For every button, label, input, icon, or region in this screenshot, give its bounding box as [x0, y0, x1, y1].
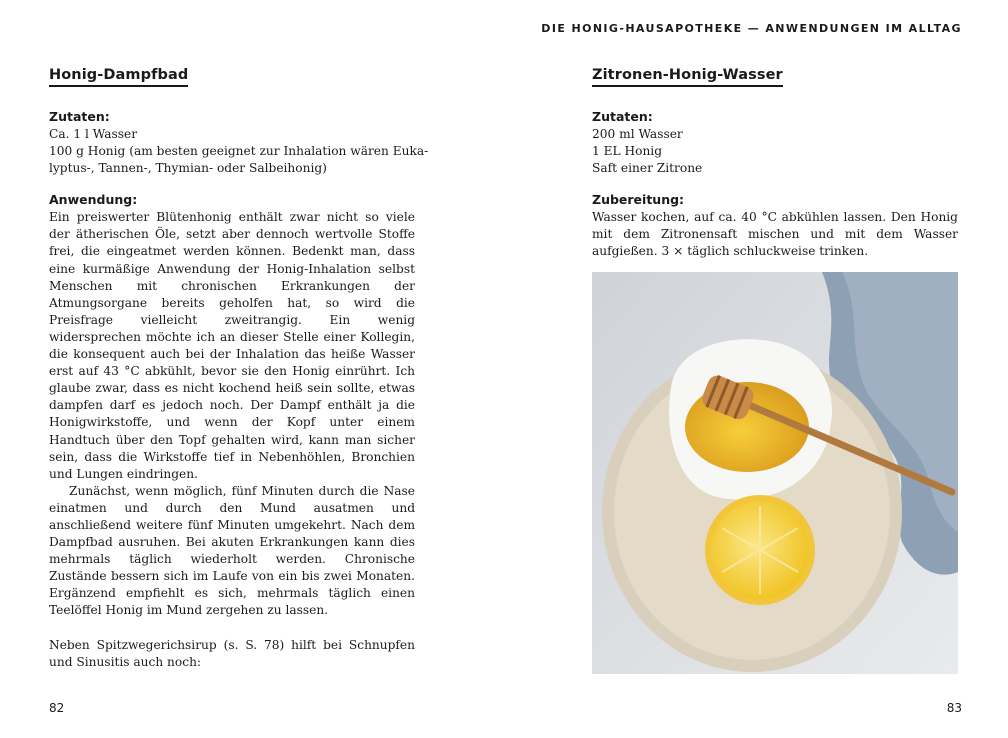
preparation-heading: Zubereitung: [592, 192, 685, 208]
ingredient-line: lyptus-, Tannen-, Thymian- oder Salbeihonig) [49, 161, 327, 176]
paragraph: Wasser kochen, auf ca. 40 °C abkühlen lassen. Den Honig mit dem Zitronensaft mischen und mit dem Wasser aufgießen. 3 × täglich schluckweise trinken. [592, 210, 958, 259]
ingredient-line: Ca. 1 l Wasser [49, 127, 138, 141]
ingredient-line: Saft einer Zitrone [592, 161, 703, 176]
preparation-text [592, 209, 958, 260]
usage-heading: Anwendung: [49, 192, 138, 208]
left-column [49, 64, 429, 688]
ingredient-line: 1 EL Honig [592, 144, 663, 159]
ingredients-list [592, 126, 958, 177]
closing-text [49, 637, 415, 671]
ingredient-line: 100 g Honig (am besten geeignet zur Inhalation wären Euka- [49, 144, 429, 159]
ingredient-line: 200 ml Wasser [592, 127, 683, 141]
right-column [592, 64, 958, 278]
paragraph: Ein preiswerter Blütenhonig enthält zwar nicht so viele der ätherischen Öle, setzt aber dennoch wertvolle Stoffe frei, die eingeatmet werden können. Bedenkt man, dass eine kurmäßige Anwendung der Honig-Inhalation selbst Menschen mit chronischen Erkrankungen der Atmungsorgane bereits geholfen hat, so wird die Preisfrage vielleicht zweitrangig. Ein wenig widersprechen möchte ich an dieser Stelle einer Kollegin, die konsequent auch bei der Inhalation das heiße Wasser erst auf 43 °C abkühlt, bevor sie den Honig einrührt. Ich glaube zwar, dass es nicht kochend heiß sein sollte, etwas dampfen darf es jedoch noch. Der Dampf enthält ja die Honigwirkstoffe, und wenn der Kopf unter einem Handtuch über den Topf gehalten wird, kann man sicher sein, dass die Wirkstoffe tief in Nebenhöhlen, Bronchien und Lungen eindringen. [49, 210, 415, 481]
paragraph: Neben Spitzwegerichsirup (s. S. 78) hilft bei Schnupfen und Sinusitis auch noch: [49, 637, 415, 669]
ingredients-list [49, 126, 429, 177]
honey-lemon-photo [592, 272, 958, 674]
usage-text [49, 209, 415, 619]
recipe-title-zitronen-honig-wasser: Zitronen-Honig-Wasser [592, 67, 783, 87]
right-page [504, 0, 1008, 738]
ingredients-heading: Zutaten: [592, 109, 653, 124]
page-number: 82 [49, 701, 65, 715]
running-head: DIE HONIG-HAUSAPOTHEKE — ANWENDUNGEN IM ALLTAG [541, 22, 962, 35]
recipe-title-honig-dampfbad: Honig-Dampfbad [49, 67, 188, 87]
ingredients-heading: Zutaten: [49, 109, 110, 124]
page-number: 83 [946, 701, 962, 715]
paragraph: Zunächst, wenn möglich, fünf Minuten durch die Nase einatmen und durch den Mund ausatmen und anschließend weitere fünf Minuten umgekehrt. Nach dem Dampfbad ausruhen. Bei akuten Erkrankungen kann dies mehrmals täglich wiederholt werden. Chronische Zustände bessern sich im Laufe von ein bis zwei Monaten. Ergänzend empfiehlt es sich, mehrmals täglich einen Teelöffel Honig im Mund zergehen zu lassen. [49, 483, 415, 618]
